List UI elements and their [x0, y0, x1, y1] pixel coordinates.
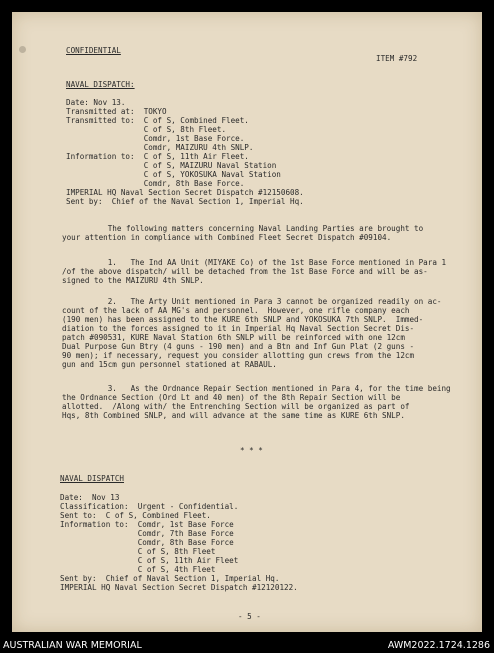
dispatch2-line: Date: Nov 13 [60, 493, 120, 502]
dispatch2-line: C of S, 4th Fleet [60, 565, 216, 574]
dispatch1-transmitted-to-line: Comdr, MAIZURU 4th SNLP. [66, 143, 254, 152]
dispatch2-line: Comdr, 8th Base Force [60, 538, 234, 547]
punch-hole [19, 46, 26, 53]
footer-accession-number: AWM2022.1724.1286 [387, 640, 490, 651]
dispatch2-title: NAVAL DISPATCH [60, 474, 125, 483]
para2-line: patch #090531, KURE Naval Station 6th SNLP will be reinforced with one 12cm [62, 333, 405, 342]
para2-line: 2. The Arty Unit mentioned in Para 3 cannot be organized readily on ac- [62, 297, 442, 306]
dispatch1-title: NAVAL DISPATCH: [66, 80, 135, 89]
page-number: - 5 - [238, 612, 261, 621]
dispatch2-line: IMPERIAL HQ Naval Section Secret Dispatch #12120122. [60, 583, 298, 592]
dispatch1-transmitted-to-line: Comdr, 1st Base Force. [66, 134, 245, 143]
dispatch1-transmitted-at: Transmitted at: TOKYO [66, 107, 167, 116]
dispatch1-date: Date: Nov 13. [66, 98, 126, 107]
item-number: ITEM #792 [376, 54, 418, 63]
confidential-label: CONFIDENTIAL [66, 46, 121, 55]
para1-line: signed to the MAIZURU 4th SNLP. [62, 276, 204, 285]
para2-line: gun and 15cm gun personnel stationed at RABAUL. [62, 360, 277, 369]
dispatch1-information-to-line: C of S, YOKOSUKA Naval Station [66, 170, 281, 179]
dispatch1-information-to-line: C of S, MAIZURU Naval Station [66, 161, 277, 170]
dispatch1-sent-by: Sent by: Chief of the Naval Section 1, Imperial Hq. [66, 197, 304, 206]
para3-line: the Ordnance Section (Ord Lt and 40 men) of the 8th Repair Section will be [62, 393, 401, 402]
para2-line: Dual Purpose Gun Btry (4 guns - 190 men) and a Btn and Inf Gun Plat (2 guns - [62, 342, 415, 351]
document-page [12, 12, 482, 632]
para1-line: /of the above dispatch/ will be detached from the 1st Base Force and will be as- [62, 267, 428, 276]
intro-line: your attention in compliance with Combined Fleet Secret Dispatch #09104. [62, 233, 392, 242]
dispatch2-line: C of S, 8th Fleet [60, 547, 216, 556]
dispatch2-line: Sent to: C of S, Combined Fleet. [60, 511, 211, 520]
dispatch2-line: Information to: Comdr, 1st Base Force [60, 520, 234, 529]
dispatch2-line: Comdr, 7th Base Force [60, 529, 234, 538]
para3-line: 3. As the Ordnance Repair Section mentioned in Para 4, for the time being [62, 384, 451, 393]
para2-line: 90 men); if necessary, request you consider allotting gun crews from the 12cm [62, 351, 415, 360]
para3-line: allotted. /Along with/ the Entrenching Section will be organized as part of [62, 402, 410, 411]
para1-line: 1. The Ind AA Unit (MIYAKE Co) of the 1st Base Force mentioned in Para 1 [62, 258, 447, 267]
dispatch2-line: Classification: Urgent - Confidential. [60, 502, 239, 511]
intro-line: The following matters concerning Naval Landing Parties are brought to [62, 224, 424, 233]
para2-line: diation to the forces assigned to it in Imperial Hq Naval Section Secret Dis- [62, 324, 415, 333]
footer-source: AUSTRALIAN WAR MEMORIAL [3, 640, 142, 651]
dispatch2-line: Sent by: Chief of Naval Section 1, Imperial Hq. [60, 574, 280, 583]
section-separator: * * * [240, 446, 263, 455]
para2-line: (190 men) has been assigned to the KURE 6th SNLP and YOKOSUKA 7th SNLP. Immed- [62, 315, 424, 324]
dispatch1-transmitted-to-line: C of S, 8th Fleet. [66, 125, 227, 134]
dispatch1-transmitted-to-line: Transmitted to: C of S, Combined Fleet. [66, 116, 249, 125]
dispatch1-information-to-line: Information to: C of S, 11th Air Fleet. [66, 152, 249, 161]
dispatch2-line: C of S, 11th Air Fleet [60, 556, 239, 565]
para3-line: Hqs, 8th Combined SNLP, and will advance at the same time as KURE 6th SNLP. [62, 411, 405, 420]
dispatch1-reference: IMPERIAL HQ Naval Section Secret Dispatch #12150608. [66, 188, 304, 197]
para2-line: count of the lack of AA MG's and personnel. However, one rifle company each [62, 306, 410, 315]
dispatch1-information-to-line: Comdr, 8th Base Force. [66, 179, 245, 188]
archive-footer [0, 639, 494, 653]
